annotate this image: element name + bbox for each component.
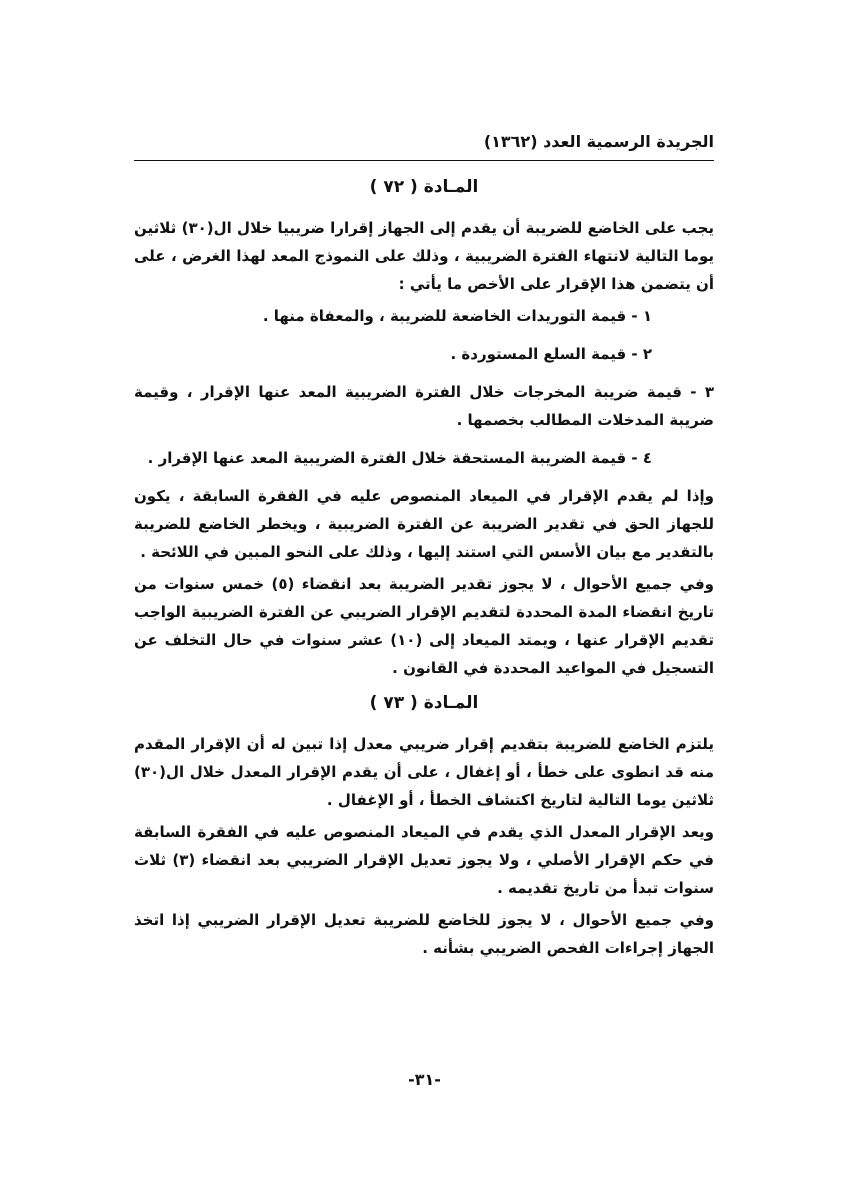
gazette-title: الجريدة الرسمية العدد (١٣٦٢) <box>483 132 714 151</box>
article-72-paragraph-3: وفي جميع الأحوال ، لا يجوز تقدير الضريبة بعد انقضاء (٥) خمس سنوات من تاريخ انقضاء المدة المحددة لتقديم الإقرار الضريبي عن الفترة الضريبية الواجب تقديم الإقرار عنها ، ويمتد الميعاد إلى (١٠) عشر سنوات في حال التخلف عن التسجيل في المواعيد المحددة في القانون . <box>134 575 714 677</box>
page-number: -٣١- <box>408 1070 441 1089</box>
article-72-title: المـادة ( ٧٢ ) <box>369 177 479 197</box>
page-content <box>134 170 714 966</box>
article-73-paragraph-2: ويعد الإقرار المعدل الذي يقدم في الميعاد المنصوص عليه في الفقرة السابقة في حكم الإقرار الأصلي ، ولا يجوز تعديل الإقرار الضريبي بعد انقضاء (٣) ثلاث سنوات تبدأ من تاريخ تقديمه . <box>134 823 714 897</box>
article-73-paragraph-1: يلتزم الخاضع للضريبة بتقديم إقرار ضريبي معدل إذا تبين له أن الإقرار المقدم منه قد انطوى على خطأ ، أو إغفال ، على أن يقدم الإقرار المعدل خلال ال(٣٠) ثلاثين يوما التالية لتاريخ اكتشاف الخطأ ، أو الإغفال . <box>134 735 714 809</box>
article-72-paragraph-2: وإذا لم يقدم الإقرار في الميعاد المنصوص عليه في الفقرة السابقة ، يكون للجهاز الحق في تقدير الضريبة عن الفترة الضريبية ، ويخطر الخاضع للضريبة بالتقدير مع بيان الأسس التي استند إليها ، وذلك على النحو المبين في اللائحة . <box>134 487 714 561</box>
article-72-item-2: ٢ - قيمة السلع المستوردة . <box>450 345 652 363</box>
article-73-paragraph-3: وفي جميع الأحوال ، لا يجوز للخاضع للضريبة تعديل الإقرار الضريبي إذا اتخذ الجهاز إجراءات الفحص الضريبي بشأنه . <box>134 911 714 957</box>
article-72-item-1: ١ - قيمة التوريدات الخاضعة للضريبة ، والمعفاة منها . <box>262 307 652 325</box>
article-73-title: المـادة ( ٧٣ ) <box>369 693 479 713</box>
article-72-item-3: ٣ - قيمة ضريبة المخرجات خلال الفترة الضريبية المعد عنها الإقرار ، وقيمة ضريبة المدخلات المطالب بخصمها . <box>134 383 714 429</box>
page-header <box>134 130 714 161</box>
article-72-intro: يجب على الخاضع للضريبة أن يقدم إلى الجهاز إقرارا ضريبيا خلال ال(٣٠) ثلاثين يوما التالية لانتهاء الفترة الضريبية ، وذلك على النموذج المعد لهذا الغرض ، على أن يتضمن هذا الإقرار على الأخص ما يأتي : <box>134 219 715 293</box>
article-72-item-4: ٤ - قيمة الضريبة المستحقة خلال الفترة الضريبية المعد عنها الإقرار . <box>147 449 652 467</box>
